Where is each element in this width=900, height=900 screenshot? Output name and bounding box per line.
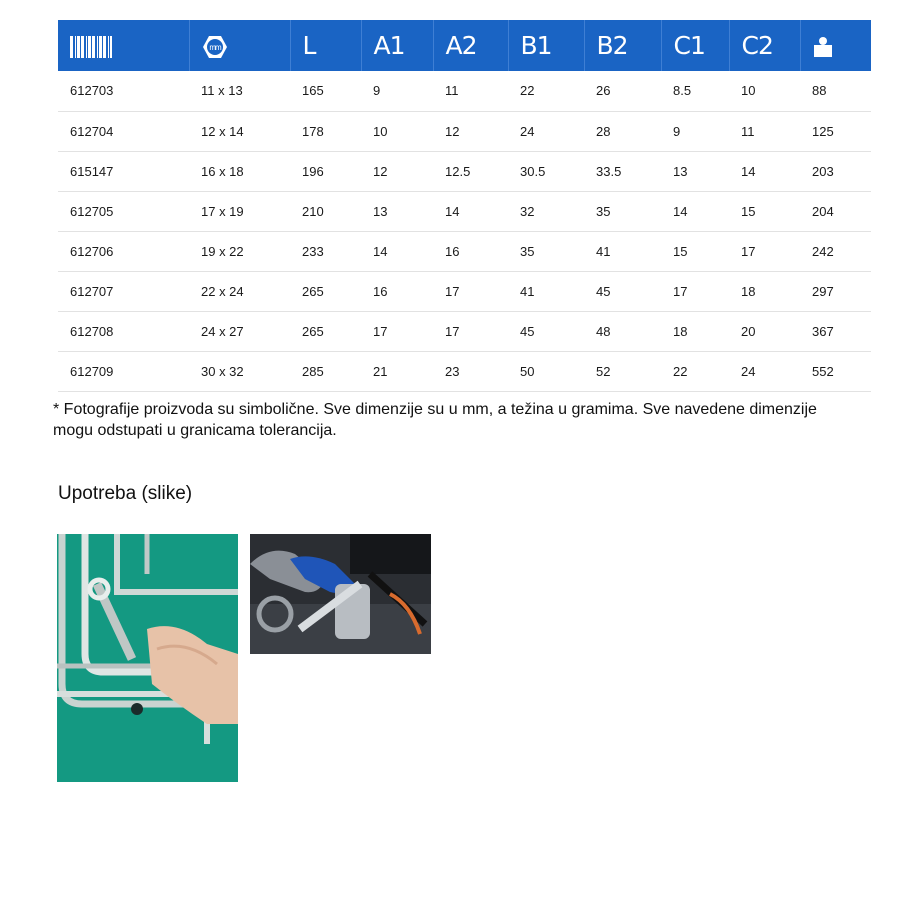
cell-article-number: 612709: [58, 351, 189, 391]
cell-b1: 32: [508, 191, 584, 231]
table-row: [58, 71, 871, 111]
cell-weight: 203: [800, 151, 871, 191]
cell-l: 265: [290, 311, 361, 351]
cell-weight: 242: [800, 231, 871, 271]
cell-size: 30 x 32: [189, 351, 290, 391]
cell-c1: 9: [661, 111, 729, 151]
header-c2: C2: [729, 20, 800, 71]
weight-icon: [813, 36, 833, 58]
table-row: [58, 351, 871, 391]
cell-c2: 17: [729, 231, 800, 271]
usage-title: Upotreba (slike): [58, 483, 193, 504]
cell-a2: 17: [433, 271, 508, 311]
cell-a1: 17: [361, 311, 433, 351]
cell-b2: 41: [584, 231, 661, 271]
cell-b1: 41: [508, 271, 584, 311]
cell-c1: 18: [661, 311, 729, 351]
cell-c1: 8.5: [661, 71, 729, 111]
cell-c1: 14: [661, 191, 729, 231]
cell-b2: 45: [584, 271, 661, 311]
cell-b2: 33.5: [584, 151, 661, 191]
cell-a1: 21: [361, 351, 433, 391]
cell-b2: 26: [584, 71, 661, 111]
table-row: [58, 311, 871, 351]
cell-a2: 12.5: [433, 151, 508, 191]
cell-l: 178: [290, 111, 361, 151]
cell-c1: 15: [661, 231, 729, 271]
cell-weight: 204: [800, 191, 871, 231]
header-l: L: [290, 20, 361, 71]
usage-photo-mechanic-engine: [250, 534, 431, 654]
cell-c2: 24: [729, 351, 800, 391]
cell-b1: 50: [508, 351, 584, 391]
cell-l: 233: [290, 231, 361, 271]
cell-size: 12 x 14: [189, 111, 290, 151]
header-weight: [800, 20, 871, 71]
table-row: [58, 111, 871, 151]
cell-b1: 24: [508, 111, 584, 151]
cell-weight: 125: [800, 111, 871, 151]
cell-l: 265: [290, 271, 361, 311]
cell-a1: 10: [361, 111, 433, 151]
cell-a2: 12: [433, 111, 508, 151]
cell-a1: 9: [361, 71, 433, 111]
cell-b1: 45: [508, 311, 584, 351]
cell-l: 285: [290, 351, 361, 391]
table-row: [58, 151, 871, 191]
cell-article-number: 615147: [58, 151, 189, 191]
cell-c2: 20: [729, 311, 800, 351]
table-row: [58, 231, 871, 271]
cell-article-number: 612703: [58, 71, 189, 111]
cell-l: 165: [290, 71, 361, 111]
cell-size: 24 x 27: [189, 311, 290, 351]
header-b2: B2: [584, 20, 661, 71]
cell-c2: 15: [729, 191, 800, 231]
cell-size: 19 x 22: [189, 231, 290, 271]
cell-b1: 30.5: [508, 151, 584, 191]
cell-weight: 552: [800, 351, 871, 391]
table-row: [58, 191, 871, 231]
footnote: * Fotografije proizvoda su simbolične. Sve dimenzije su u mm, a težina u gramima. Sve navedene dimenzije mogu odstupati u granicama tolerancija.: [53, 401, 817, 439]
cell-a1: 12: [361, 151, 433, 191]
cell-c2: 14: [729, 151, 800, 191]
table-header-row: [58, 20, 871, 71]
hex-mm-icon: [202, 34, 228, 60]
cell-size: 22 x 24: [189, 271, 290, 311]
cell-c2: 10: [729, 71, 800, 111]
cell-a2: 14: [433, 191, 508, 231]
cell-weight: 297: [800, 271, 871, 311]
header-b1: B1: [508, 20, 584, 71]
cell-article-number: 612707: [58, 271, 189, 311]
header-c1: C1: [661, 20, 729, 71]
mm-icon-label: mm: [208, 43, 221, 52]
spec-table: [58, 20, 871, 392]
cell-b1: 22: [508, 71, 584, 111]
cell-a1: 14: [361, 231, 433, 271]
header-a2: A2: [433, 20, 508, 71]
header-article-number: [58, 20, 189, 71]
cell-b2: 28: [584, 111, 661, 151]
cell-a2: 17: [433, 311, 508, 351]
cell-c1: 22: [661, 351, 729, 391]
cell-b2: 48: [584, 311, 661, 351]
cell-a1: 13: [361, 191, 433, 231]
table-row: [58, 271, 871, 311]
barcode-icon: [70, 36, 112, 58]
cell-size: 16 x 18: [189, 151, 290, 191]
cell-b2: 35: [584, 191, 661, 231]
cell-weight: 367: [800, 311, 871, 351]
cell-a2: 23: [433, 351, 508, 391]
cell-c2: 18: [729, 271, 800, 311]
cell-size: 17 x 19: [189, 191, 290, 231]
cell-l: 210: [290, 191, 361, 231]
cell-article-number: 612704: [58, 111, 189, 151]
cell-c1: 17: [661, 271, 729, 311]
cell-b2: 52: [584, 351, 661, 391]
cell-c2: 11: [729, 111, 800, 151]
cell-a2: 11: [433, 71, 508, 111]
cell-size: 11 x 13: [189, 71, 290, 111]
cell-a1: 16: [361, 271, 433, 311]
header-size: [189, 20, 290, 71]
cell-article-number: 612706: [58, 231, 189, 271]
usage-photo-wrench-on-pipes: [57, 534, 238, 782]
header-a1: A1: [361, 20, 433, 71]
cell-article-number: 612708: [58, 311, 189, 351]
cell-weight: 88: [800, 71, 871, 111]
cell-a2: 16: [433, 231, 508, 271]
cell-c1: 13: [661, 151, 729, 191]
cell-article-number: 612705: [58, 191, 189, 231]
cell-b1: 35: [508, 231, 584, 271]
cell-l: 196: [290, 151, 361, 191]
